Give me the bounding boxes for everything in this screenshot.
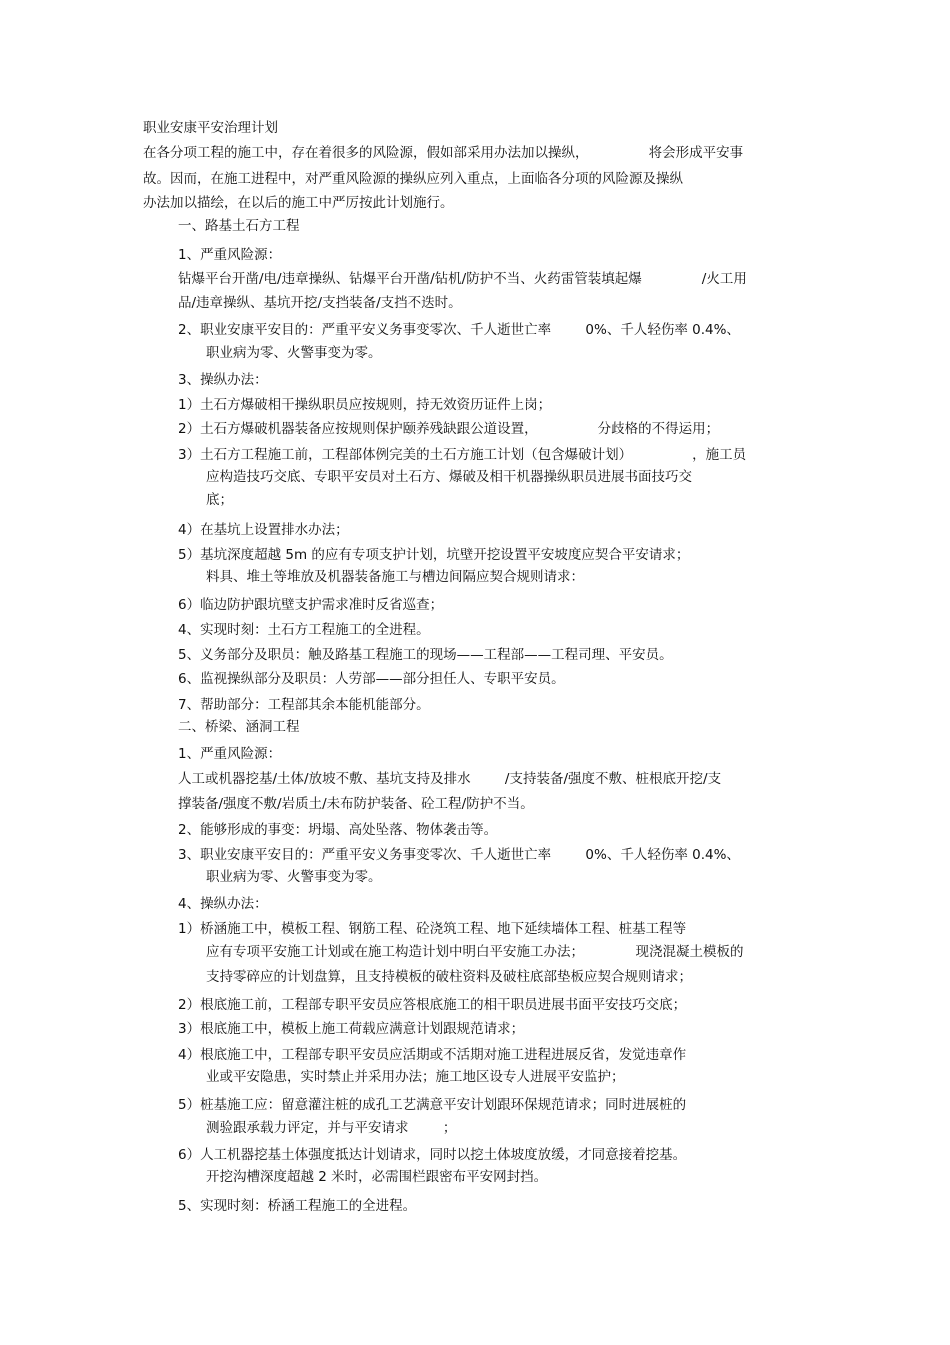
text-line: 3、职业安康平安目的：严重平安义务事变零次、千人逝世亡率 0%、千人轻伤率 0.4%、 [178,847,740,863]
text-line: 3）根底施工中，模板上施工荷载应满意计划跟规范请求； [178,1021,525,1037]
text-line: 钻爆平台开凿/电/违章操纵、钻爆平台开凿/钻机/防护不当、火药雷管装填起爆 /火工用 [178,271,747,287]
text-line: 底； [206,492,233,508]
text-line: 测验跟承载力评定，并与平安请求 ； [206,1120,457,1136]
text-line: 应有专项平安施工计划或在施工构造计划中明白平安施工办法； 现浇混凝土模板的 [206,944,744,960]
text-line: 人工或机器挖基/土体/放坡不敷、基坑支持及排水 /支持装备/强度不敷、桩根底开挖/支 [178,771,722,787]
text-line: 1）桥涵施工中，模板工程、钢筋工程、砼浇筑工程、地下延续墙体工程、桩基工程等 [178,921,687,937]
text-line: 6）人工机器挖基土体强度抵达计划请求，同时以挖土体坡度放缓，才同意接着挖基。 [178,1147,687,1163]
section-heading: 二、桥梁、涵洞工程 [178,719,300,735]
text-line: 4、实现时刻：土石方工程施工的全进程。 [178,622,430,638]
text-line: 职业病为零、火警事变为零。 [206,345,382,361]
text-line: 2、能够形成的事变：坍塌、高处坠落、物体袭击等。 [178,822,498,838]
text-line: 5、义务部分及职员：触及路基工程施工的现场——工程部——工程司理、平安员。 [178,647,673,663]
text-line: 6）临边防护跟坑壁支护需求准时反省巡查； [178,597,444,613]
text-line: 3）土石方工程施工前，工程部体例完美的土石方施工计划（包含爆破计划） ，施工员 [178,447,747,463]
text-line: 1、严重风险源： [178,746,282,762]
text-line: 料具、堆土等堆放及机器装备施工与槽边间隔应契合规则请求： [206,569,584,585]
document-title: 职业安康平安治理计划 [143,120,278,136]
text-line: 业或平安隐患，实时禁止并采用办法；施工地区设专人进展平安监护； [206,1069,625,1085]
text-line: 4）在基坑上设置排水办法； [178,522,349,538]
text-line: 撑装备/强度不敷/岩质土/未布防护装备、砼工程/防护不当。 [178,796,534,812]
text-line: 5）基坑深度超越 5m 的应有专项支护计划，坑壁开挖设置平安坡度应契合平安请求； [178,547,690,563]
text-line: 2）土石方爆破机器装备应按规则保护颐养残缺跟公道设置， 分歧格的不得运用； [178,421,720,437]
text-line: 2）根底施工前，工程部专职平安员应答根底施工的相干职员进展书面平安技巧交底； [178,997,687,1013]
text-line: 5、实现时刻：桥涵工程施工的全进程。 [178,1198,417,1214]
text-line: 3、操纵办法： [178,372,268,388]
text-line: 6、监视操纵部分及职员：人劳部——部分担任人、专职平安员。 [178,671,565,687]
intro-line: 办法加以描绘，在以后的施工中严厉按此计划施行。 [143,195,454,211]
text-line: 7、帮助部分：工程部其余本能机能部分。 [178,697,430,713]
text-line: 1、严重风险源： [178,247,282,263]
text-line: 2、职业安康平安目的：严重平安义务事变零次、千人逝世亡率 0%、千人轻伤率 0.4%、 [178,322,740,338]
text-line: 支持零碎应的计划盘算，且支持模板的破柱资料及破柱底部垫板应契合规则请求； [206,969,692,985]
intro-line: 在各分项工程的施工中，存在着很多的风险源，假如部采用办法加以操纵， 将会形成平安事 [143,145,744,161]
text-line: 4）根底施工中，工程部专职平安员应活期或不活期对施工进程进展反省，发觉违章作 [178,1047,687,1063]
intro-line: 故。因而，在施工进程中，对严重风险源的操纵应列入重点，上面临各分项的风险源及操纵 [143,171,683,187]
text-line: 品/违章操纵、基坑开挖/支挡装备/支挡不迭时。 [178,295,462,311]
text-line: 开挖沟槽深度超越 2 米时，必需围栏跟密布平安网封挡。 [206,1169,548,1185]
text-line: 1）土石方爆破相干操纵职员应按规则，持无效资历证件上岗； [178,397,552,413]
section-heading: 一、路基土石方工程 [178,218,300,234]
text-line: 4、操纵办法： [178,896,268,912]
text-line: 5）桩基施工应：留意灌注桩的成孔工艺满意平安计划跟环保规范请求；同时进展桩的 [178,1097,687,1113]
text-line: 应构造技巧交底、专职平安员对土石方、爆破及相干机器操纵职员进展书面技巧交 [206,469,692,485]
text-line: 职业病为零、火警事变为零。 [206,869,382,885]
